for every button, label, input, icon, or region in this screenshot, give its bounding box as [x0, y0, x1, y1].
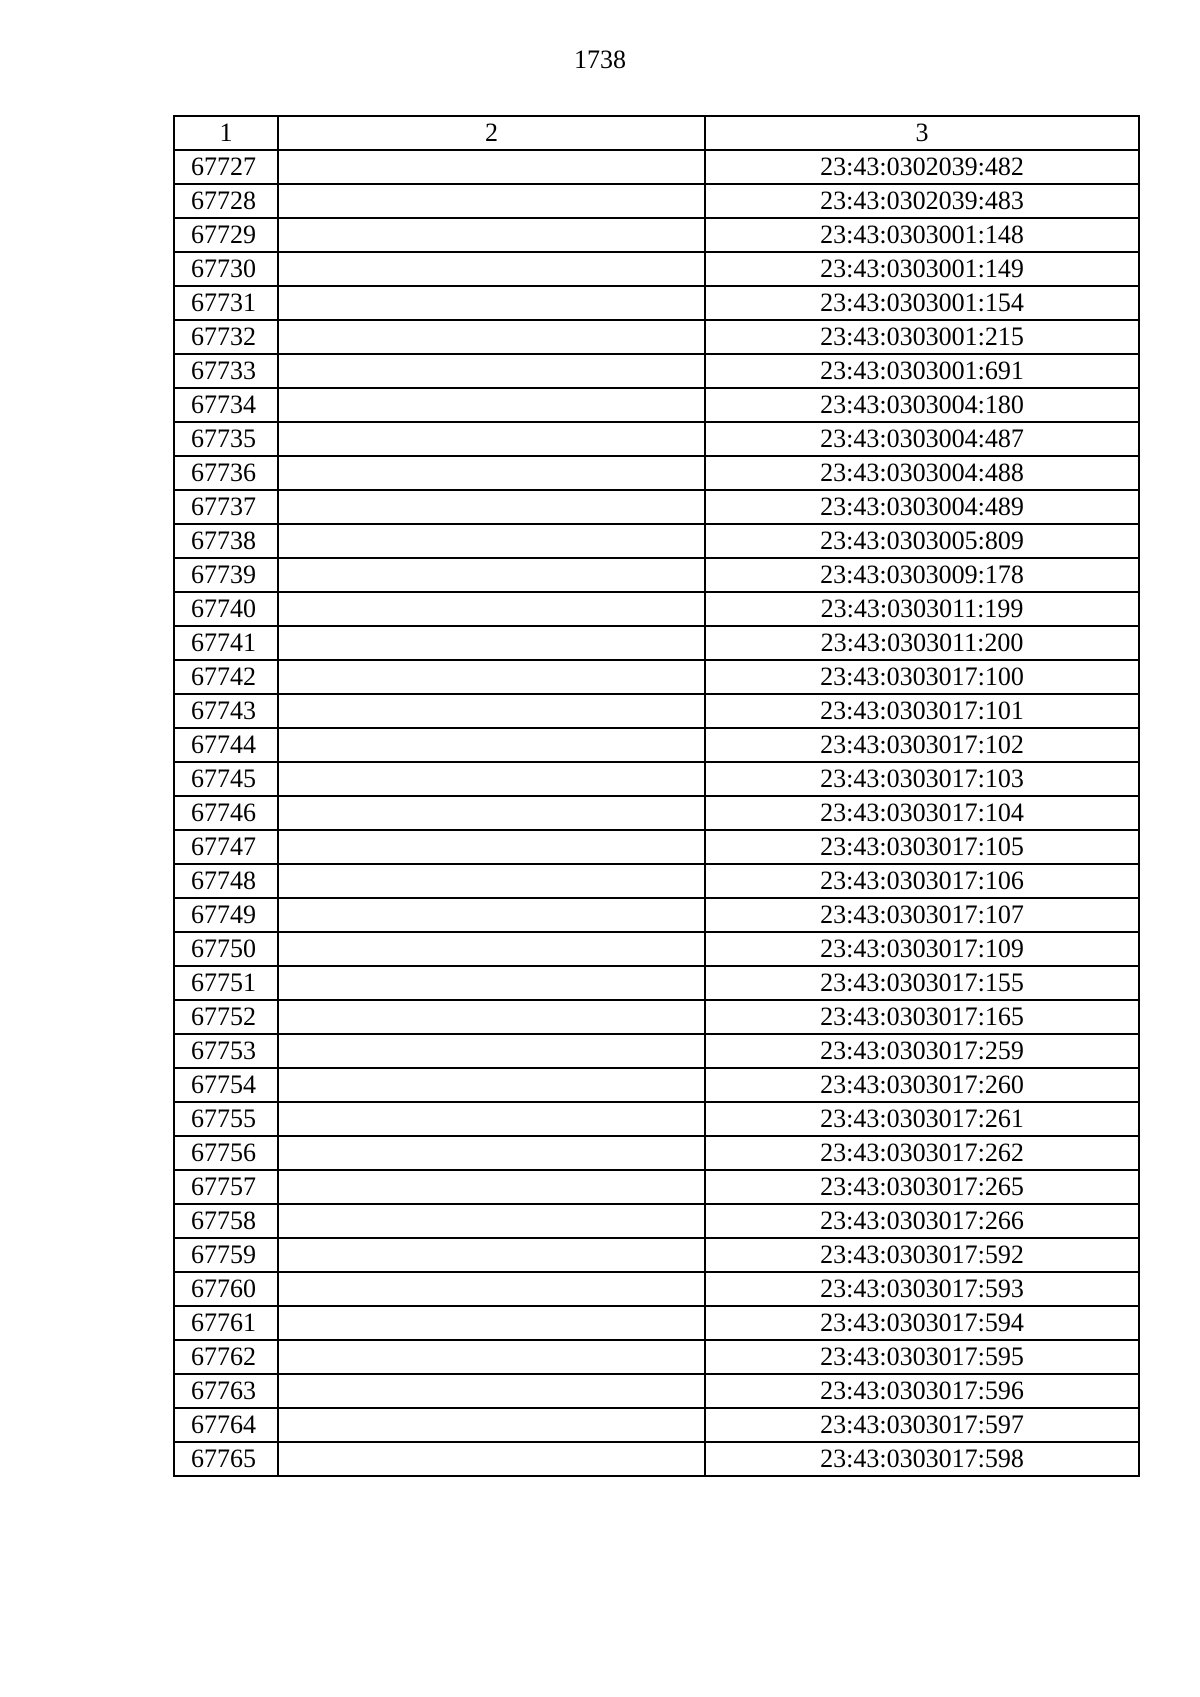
table-row [174, 1204, 1139, 1238]
row-number-cell: 67755 [174, 1102, 278, 1136]
description-cell [278, 490, 705, 524]
row-number-cell: 67735 [174, 422, 278, 456]
page-number: 1738 [574, 45, 626, 74]
row-number-cell: 67738 [174, 524, 278, 558]
description-cell [278, 1408, 705, 1442]
cadastral-number-cell: 23:43:0303017:260 [705, 1068, 1139, 1102]
table-row [174, 1000, 1139, 1034]
row-number-cell: 67749 [174, 898, 278, 932]
description-cell [278, 830, 705, 864]
description-cell [278, 932, 705, 966]
table-row [174, 252, 1139, 286]
table-row [174, 1170, 1139, 1204]
description-cell [278, 1238, 705, 1272]
row-number-cell: 67727 [174, 150, 278, 184]
row-number-cell: 67734 [174, 388, 278, 422]
table-row [174, 1306, 1139, 1340]
row-number-cell: 67729 [174, 218, 278, 252]
cadastral-number-cell: 23:43:0303011:199 [705, 592, 1139, 626]
table-row [174, 388, 1139, 422]
row-number-cell: 67764 [174, 1408, 278, 1442]
description-cell [278, 1136, 705, 1170]
row-number-cell: 67732 [174, 320, 278, 354]
cadastral-number-cell: 23:43:0303017:155 [705, 966, 1139, 1000]
row-number-cell: 67747 [174, 830, 278, 864]
table-row [174, 456, 1139, 490]
table-row [174, 524, 1139, 558]
row-number-cell: 67761 [174, 1306, 278, 1340]
cadastral-number-cell: 23:43:0303017:105 [705, 830, 1139, 864]
cadastral-number-cell: 23:43:0303017:259 [705, 1034, 1139, 1068]
row-number-cell: 67757 [174, 1170, 278, 1204]
cadastral-number-cell: 23:43:0303017:261 [705, 1102, 1139, 1136]
description-cell [278, 1204, 705, 1238]
table-row [174, 932, 1139, 966]
description-cell [278, 320, 705, 354]
header-row [174, 116, 1139, 150]
row-number-cell: 67743 [174, 694, 278, 728]
cadastral-number-cell: 23:43:0303004:487 [705, 422, 1139, 456]
row-number-cell: 67744 [174, 728, 278, 762]
table-body [174, 150, 1139, 1476]
cadastral-number-cell: 23:43:0303001:691 [705, 354, 1139, 388]
cadastral-number-cell: 23:43:0303017:265 [705, 1170, 1139, 1204]
description-cell [278, 626, 705, 660]
description-cell [278, 694, 705, 728]
row-number-cell: 67748 [174, 864, 278, 898]
table-row [174, 320, 1139, 354]
cadastral-number-cell: 23:43:0303017:595 [705, 1340, 1139, 1374]
description-cell [278, 1068, 705, 1102]
cadastral-number-cell: 23:43:0303017:101 [705, 694, 1139, 728]
cadastral-number-cell: 23:43:0303017:106 [705, 864, 1139, 898]
table-row [174, 1068, 1139, 1102]
table-row [174, 1102, 1139, 1136]
cadastral-number-cell: 23:43:0303017:100 [705, 660, 1139, 694]
table-row [174, 660, 1139, 694]
description-cell [278, 422, 705, 456]
table-row [174, 1442, 1139, 1476]
cadastral-number-cell: 23:43:0303017:596 [705, 1374, 1139, 1408]
table-row [174, 1272, 1139, 1306]
row-number-cell: 67730 [174, 252, 278, 286]
cadastral-number-cell: 23:43:0303017:102 [705, 728, 1139, 762]
cadastral-number-cell: 23:43:0303017:103 [705, 762, 1139, 796]
description-cell [278, 150, 705, 184]
row-number-cell: 67736 [174, 456, 278, 490]
cadastral-number-cell: 23:43:0303017:594 [705, 1306, 1139, 1340]
table-row [174, 762, 1139, 796]
description-cell [278, 558, 705, 592]
table-row [174, 728, 1139, 762]
table-row [174, 898, 1139, 932]
registry-table [173, 115, 1140, 1477]
cadastral-number-cell: 23:43:0303017:597 [705, 1408, 1139, 1442]
table-row [174, 150, 1139, 184]
description-cell [278, 1442, 705, 1476]
description-cell [278, 456, 705, 490]
cadastral-number-cell: 23:43:0303017:266 [705, 1204, 1139, 1238]
description-cell [278, 796, 705, 830]
cadastral-number-cell: 23:43:0303017:262 [705, 1136, 1139, 1170]
cadastral-number-cell: 23:43:0303001:148 [705, 218, 1139, 252]
cadastral-number-cell: 23:43:0303001:149 [705, 252, 1139, 286]
row-number-cell: 67752 [174, 1000, 278, 1034]
cadastral-number-cell: 23:43:0303017:104 [705, 796, 1139, 830]
column-header-1: 1 [174, 116, 278, 150]
table-row [174, 354, 1139, 388]
row-number-cell: 67751 [174, 966, 278, 1000]
description-cell [278, 1000, 705, 1034]
table-row [174, 184, 1139, 218]
row-number-cell: 67763 [174, 1374, 278, 1408]
table-row [174, 1408, 1139, 1442]
description-cell [278, 286, 705, 320]
description-cell [278, 1306, 705, 1340]
description-cell [278, 354, 705, 388]
table-row [174, 490, 1139, 524]
table-row [174, 694, 1139, 728]
description-cell [278, 966, 705, 1000]
cadastral-number-cell: 23:43:0303004:180 [705, 388, 1139, 422]
table-row [174, 1034, 1139, 1068]
row-number-cell: 67760 [174, 1272, 278, 1306]
description-cell [278, 592, 705, 626]
row-number-cell: 67756 [174, 1136, 278, 1170]
row-number-cell: 67746 [174, 796, 278, 830]
table-row [174, 626, 1139, 660]
table-row [174, 1136, 1139, 1170]
table-row [174, 864, 1139, 898]
description-cell [278, 864, 705, 898]
description-cell [278, 660, 705, 694]
table-row [174, 592, 1139, 626]
description-cell [278, 1340, 705, 1374]
column-header-2: 2 [278, 116, 705, 150]
row-number-cell: 67731 [174, 286, 278, 320]
description-cell [278, 1170, 705, 1204]
cadastral-number-cell: 23:43:0303004:489 [705, 490, 1139, 524]
row-number-cell: 67765 [174, 1442, 278, 1476]
table-header [174, 116, 1139, 150]
table-row [174, 830, 1139, 864]
cadastral-number-cell: 23:43:0303011:200 [705, 626, 1139, 660]
table-row [174, 218, 1139, 252]
row-number-cell: 67762 [174, 1340, 278, 1374]
row-number-cell: 67753 [174, 1034, 278, 1068]
row-number-cell: 67741 [174, 626, 278, 660]
description-cell [278, 218, 705, 252]
row-number-cell: 67740 [174, 592, 278, 626]
cadastral-number-cell: 23:43:0303017:592 [705, 1238, 1139, 1272]
table-row [174, 966, 1139, 1000]
row-number-cell: 67745 [174, 762, 278, 796]
row-number-cell: 67759 [174, 1238, 278, 1272]
description-cell [278, 1374, 705, 1408]
description-cell [278, 728, 705, 762]
cadastral-number-cell: 23:43:0303017:598 [705, 1442, 1139, 1476]
table-row [174, 796, 1139, 830]
cadastral-number-cell: 23:43:0303001:215 [705, 320, 1139, 354]
row-number-cell: 67728 [174, 184, 278, 218]
row-number-cell: 67733 [174, 354, 278, 388]
description-cell [278, 252, 705, 286]
cadastral-number-cell: 23:43:0303017:107 [705, 898, 1139, 932]
row-number-cell: 67739 [174, 558, 278, 592]
description-cell [278, 1102, 705, 1136]
row-number-cell: 67758 [174, 1204, 278, 1238]
table-row [174, 1238, 1139, 1272]
description-cell [278, 1034, 705, 1068]
cadastral-number-cell: 23:43:0303004:488 [705, 456, 1139, 490]
cadastral-number-cell: 23:43:0303017:109 [705, 932, 1139, 966]
cadastral-number-cell: 23:43:0303001:154 [705, 286, 1139, 320]
column-header-3: 3 [705, 116, 1139, 150]
table-row [174, 558, 1139, 592]
cadastral-number-cell: 23:43:0302039:483 [705, 184, 1139, 218]
description-cell [278, 524, 705, 558]
description-cell [278, 898, 705, 932]
cadastral-number-cell: 23:43:0303017:165 [705, 1000, 1139, 1034]
description-cell [278, 388, 705, 422]
table-row [174, 286, 1139, 320]
cadastral-number-cell: 23:43:0303009:178 [705, 558, 1139, 592]
cadastral-number-cell: 23:43:0302039:482 [705, 150, 1139, 184]
table-row [174, 1374, 1139, 1408]
cadastral-number-cell: 23:43:0303005:809 [705, 524, 1139, 558]
description-cell [278, 762, 705, 796]
description-cell [278, 1272, 705, 1306]
table-row [174, 1340, 1139, 1374]
row-number-cell: 67750 [174, 932, 278, 966]
row-number-cell: 67737 [174, 490, 278, 524]
table-row [174, 422, 1139, 456]
row-number-cell: 67754 [174, 1068, 278, 1102]
cadastral-number-cell: 23:43:0303017:593 [705, 1272, 1139, 1306]
row-number-cell: 67742 [174, 660, 278, 694]
description-cell [278, 184, 705, 218]
